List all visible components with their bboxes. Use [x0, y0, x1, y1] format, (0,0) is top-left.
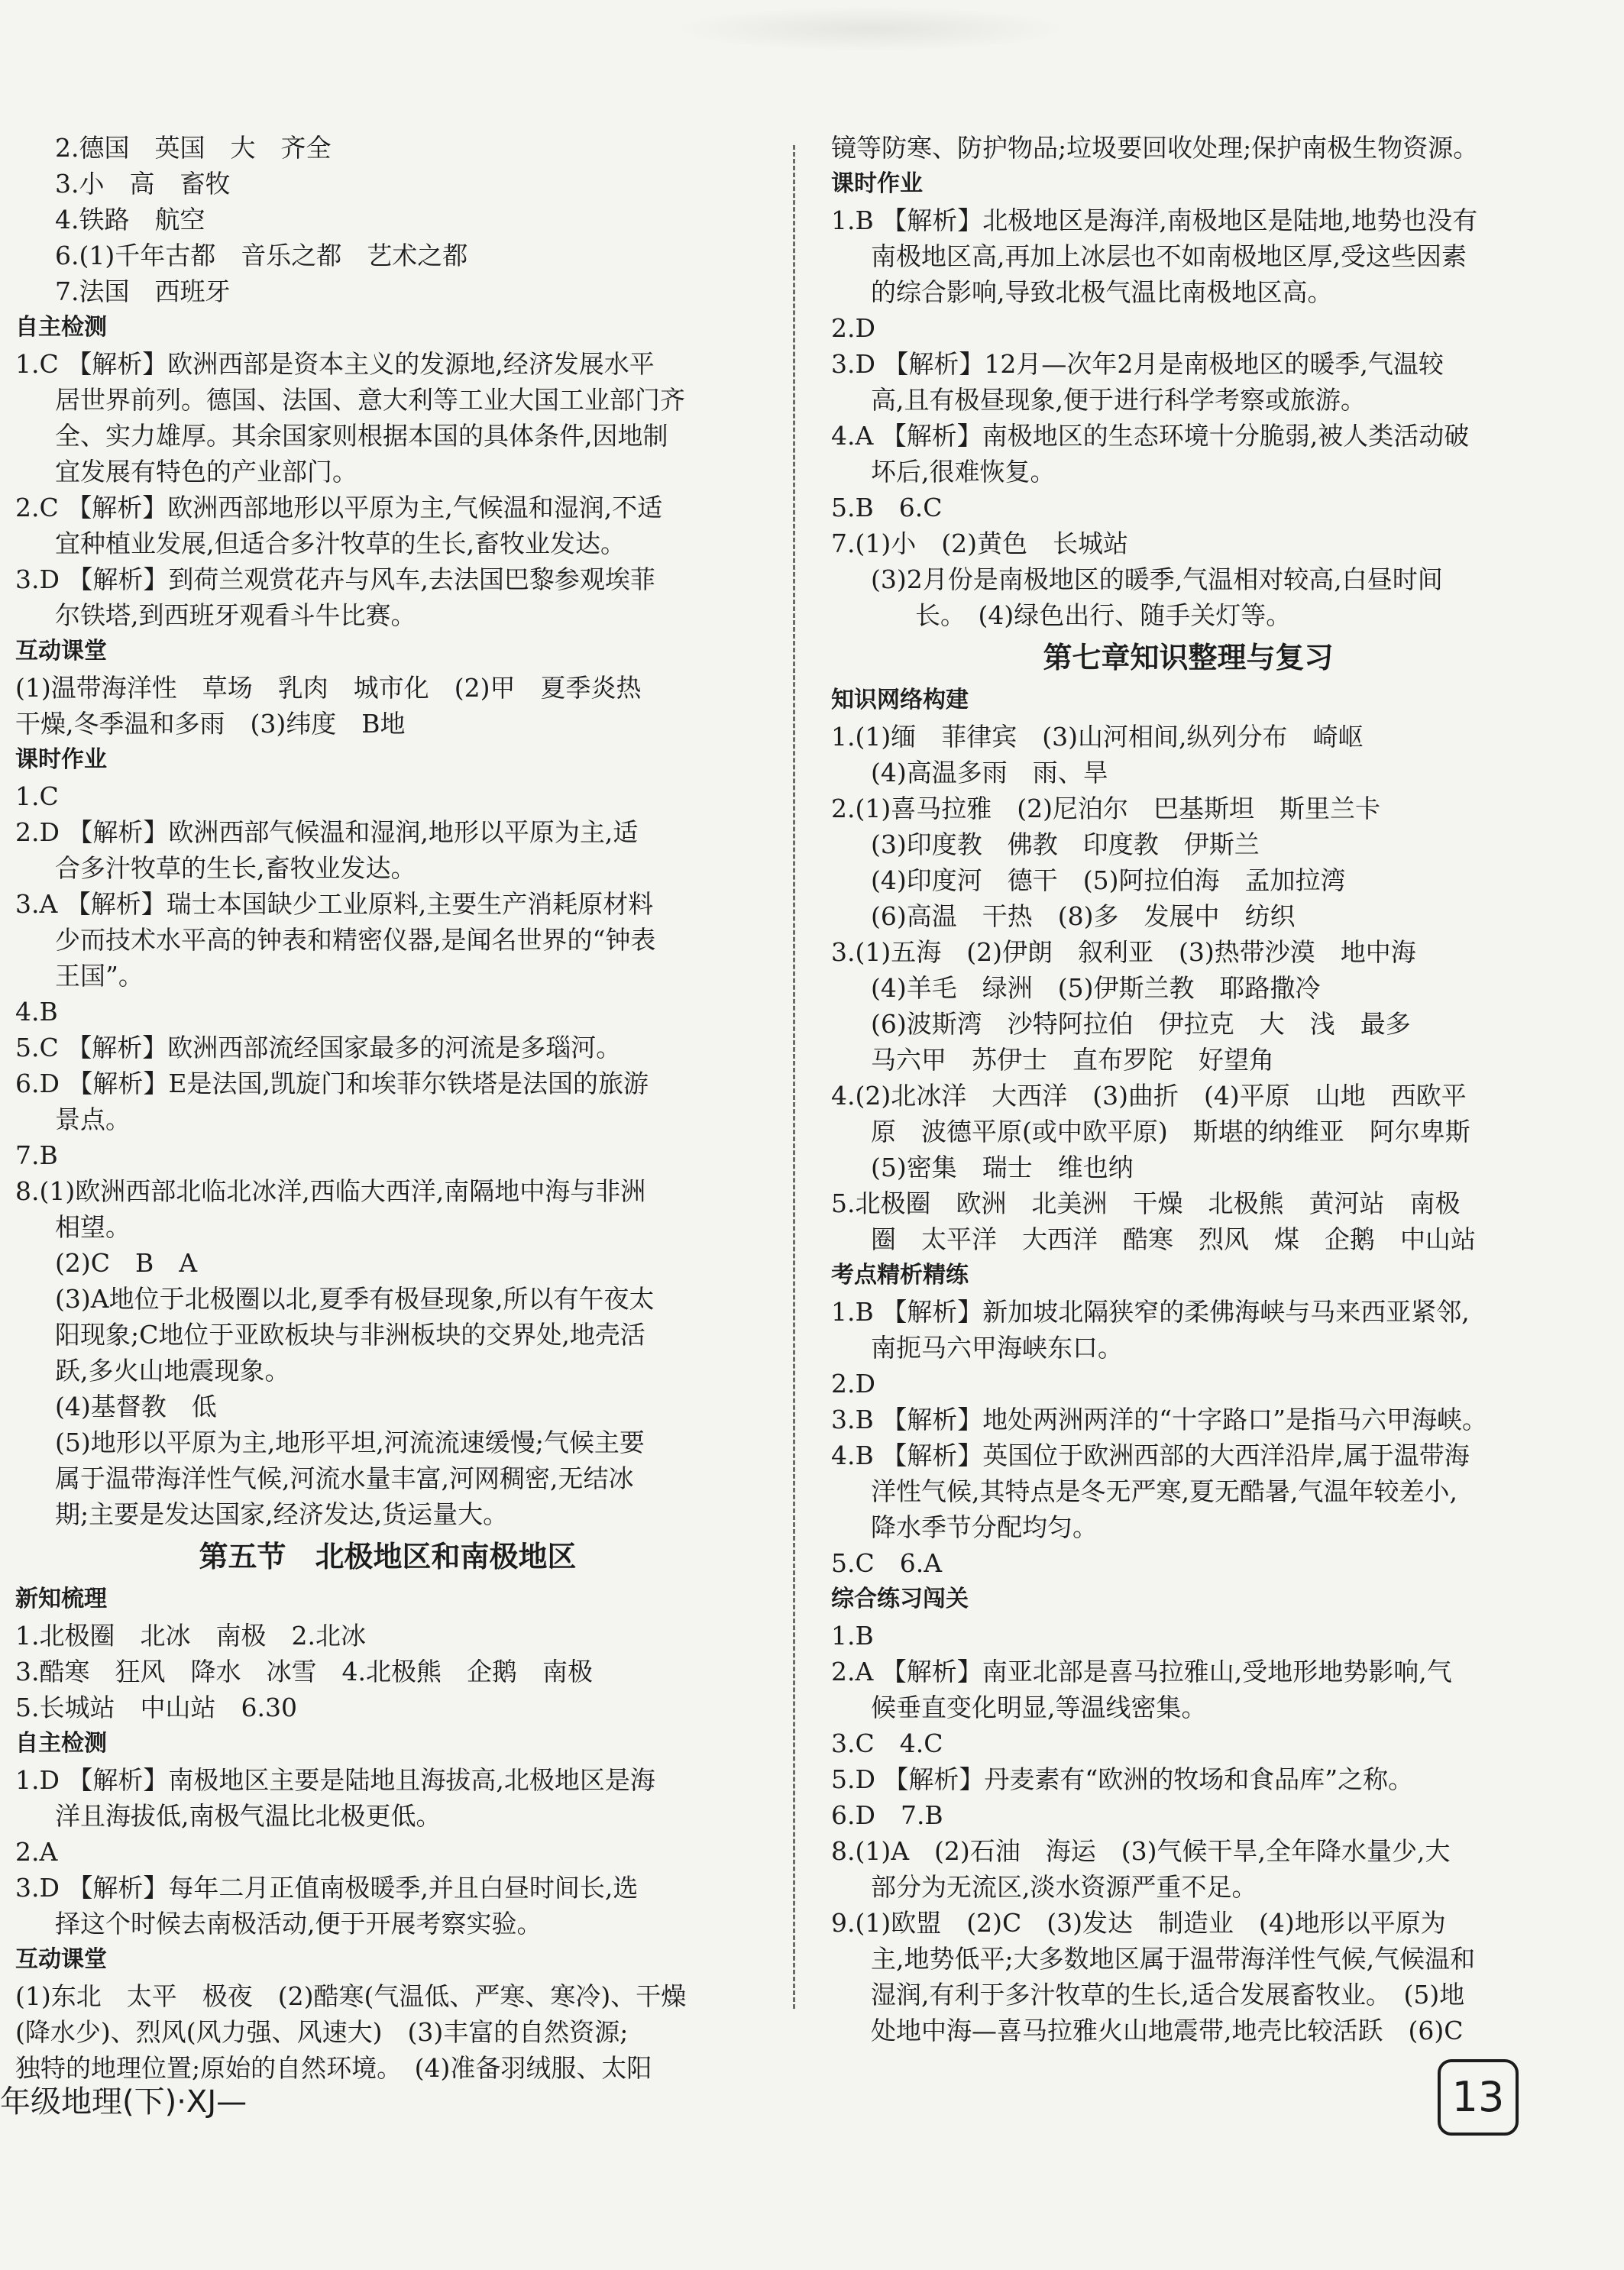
- answer-line: (1)温带海洋性 草场 乳肉 城市化 (2)甲 夏季炎热: [15, 673, 642, 703]
- answer-line: 6.D 【解析】E是法国,凯旋门和埃菲尔铁塔是法国的旅游: [15, 1069, 649, 1098]
- answer-line: 4.(2)北冰洋 大西洋 (3)曲折 (4)平原 山地 西欧平: [831, 1081, 1467, 1111]
- chapter-title: 第五节 北极地区和南极地区: [199, 1540, 577, 1573]
- section-heading: 知识网络构建: [831, 687, 969, 713]
- answer-line: 6.(1)千年古都 音乐之都 艺术之都: [55, 241, 468, 270]
- answer-line: 主,地势低平;大多数地区属于温带海洋性气候,气候温和: [871, 1944, 1476, 1974]
- answer-line: (3)2月份是南极地区的暖季,气温相对较高,白昼时间: [871, 564, 1443, 594]
- answer-line: 候垂直变化明显,等温线密集。: [871, 1693, 1207, 1722]
- answer-line: (5)密集 瑞士 维也纳: [871, 1153, 1134, 1182]
- answer-line: 2.D: [831, 1369, 875, 1399]
- answer-line: 高,且有极昼现象,便于进行科学考察或旅游。: [871, 385, 1366, 415]
- answer-line: 干燥,冬季温和多雨 (3)纬度 B地: [15, 709, 406, 739]
- answer-line: 2.(1)喜马拉雅 (2)尼泊尔 巴基斯坦 斯里兰卡: [831, 794, 1380, 823]
- answer-line: 1.C 【解析】欧洲西部是资本主义的发源地,经济发展水平: [15, 349, 655, 379]
- answer-line: (4)基督教 低: [55, 1392, 217, 1421]
- section-heading: 自主检测: [15, 314, 107, 341]
- answer-line: 6.D 7.B: [831, 1800, 943, 1830]
- answer-line: 独特的地理位置;原始的自然环境。 (4)准备羽绒服、太阳: [15, 2053, 652, 2083]
- answer-line: 7.B: [15, 1140, 58, 1170]
- answer-line: 部分为无流区,淡水资源严重不足。: [871, 1872, 1257, 1902]
- answer-line: 居世界前列。德国、法国、意大利等工业大国工业部门齐: [55, 385, 685, 415]
- answer-line: (4)印度河 德干 (5)阿拉伯海 孟加拉湾: [871, 865, 1346, 895]
- answer-line: 属于温带海洋性气候,河流水量丰富,河网稠密,无结冰: [55, 1463, 634, 1493]
- answer-line: 原 波德平原(或中欧平原) 斯堪的纳维亚 阿尔卑斯: [871, 1117, 1470, 1146]
- answer-line: 长。 (4)绿色出行、随手关灯等。: [915, 600, 1292, 630]
- answer-line: (2)C B A: [55, 1248, 198, 1278]
- answer-line: 2.D: [831, 313, 875, 343]
- answer-line: 1.B 【解析】北极地区是海洋,南极地区是陆地,地势也没有: [831, 205, 1478, 235]
- answer-line: 少而技术水平高的钟表和精密仪器,是闻名世界的“钟表: [55, 925, 656, 955]
- page-number-badge: 13: [1438, 2059, 1519, 2136]
- answer-line: 期;主要是发达国家,经济发达,货运量大。: [55, 1499, 509, 1529]
- answer-line: 2.A: [15, 1837, 58, 1867]
- answer-line: 8.(1)欧洲西部北临北冰洋,西临大西洋,南隔地中海与非洲: [15, 1176, 646, 1206]
- answer-line: (6)波斯湾 沙特阿拉伯 伊拉克 大 浅 最多: [871, 1009, 1411, 1039]
- answer-line: 5.C 6.A: [831, 1548, 943, 1578]
- answer-line: 跃,多火山地震现象。: [55, 1356, 290, 1386]
- answer-line: 2.德国 英国 大 齐全: [55, 133, 332, 163]
- answer-line: (1)东北 太平 极夜 (2)酷寒(气温低、严寒、寒冷)、干燥: [15, 1981, 687, 2011]
- answer-line: 3.小 高 畜牧: [55, 169, 231, 199]
- answer-line: (4)高温多雨 雨、旱: [871, 758, 1108, 787]
- answer-line: 4.B: [15, 997, 58, 1027]
- answer-line: 5.B 6.C: [831, 493, 943, 522]
- answer-line: 1.B 【解析】新加坡北隔狭窄的柔佛海峡与马来西亚紧邻,: [831, 1297, 1470, 1327]
- answer-line: 坏后,很难恢复。: [871, 457, 1056, 487]
- section-heading: 自主检测: [15, 1730, 107, 1757]
- left-column: [15, 130, 760, 2086]
- section-heading: 互动课堂: [15, 638, 107, 665]
- answer-line: 2.A 【解析】南亚北部是喜马拉雅山,受地形地势影响,气: [831, 1657, 1452, 1686]
- chapter-title: 第七章知识整理与复习: [1043, 641, 1334, 674]
- answer-line: 3.D 【解析】12月—次年2月是南极地区的暖季,气温较: [831, 349, 1444, 379]
- answer-line: 7.法国 西班牙: [55, 276, 231, 306]
- answer-line: 洋性气候,其特点是冬无严寒,夏无酷暑,气温年较差小,: [871, 1476, 1457, 1506]
- answer-line: 宜种植业发展,但适合多汁牧草的生长,畜牧业发达。: [55, 529, 626, 558]
- answer-line: 3.D 【解析】到荷兰观赏花卉与风车,去法国巴黎参观埃菲: [15, 564, 655, 594]
- answer-line: 王国”。: [55, 961, 144, 991]
- section-heading: 新知梳理: [15, 1586, 107, 1612]
- answer-line: 景点。: [55, 1104, 131, 1134]
- right-column: [831, 130, 1545, 2048]
- answer-line: 5.长城站 中山站 6.30: [15, 1693, 297, 1722]
- answer-line: 阳现象;C地位于亚欧板块与非洲板块的交界处,地壳活: [55, 1320, 645, 1350]
- answer-line: 1.D 【解析】南极地区主要是陆地且海拔高,北极地区是海: [15, 1765, 655, 1795]
- answer-line: 3.A 【解析】瑞士本国缺少工业原料,主要生产消耗原材料: [15, 889, 654, 919]
- answer-line: 宜发展有特色的产业部门。: [55, 457, 357, 487]
- answer-line: 南极地区高,再加上冰层也不如南极地区厚,受这些因素: [871, 241, 1467, 271]
- answer-line: (5)地形以平原为主,地形平坦,河流流速缓慢;气候主要: [55, 1428, 645, 1457]
- answer-line: (4)羊毛 绿洲 (5)伊斯兰教 耶路撒冷: [871, 973, 1321, 1003]
- answer-line: 5.C 【解析】欧洲西部流经国家最多的河流是多瑙河。: [15, 1033, 622, 1062]
- answer-line: (3)A地位于北极圈以北,夏季有极昼现象,所以有午夜太: [55, 1284, 655, 1314]
- answer-line: (6)高温 干热 (8)多 发展中 纺织: [871, 901, 1296, 931]
- footer-subject-label: 年级地理(下)·XJ—: [0, 2084, 247, 2120]
- answer-line: 3.C 4.C: [831, 1728, 943, 1758]
- answer-line: 合多汁牧草的生长,畜牧业发达。: [55, 853, 416, 883]
- answer-line: 3.(1)五海 (2)伊朗 叙利亚 (3)热带沙漠 地中海: [831, 937, 1416, 967]
- answer-line: 4.A 【解析】南极地区的生态环境十分脆弱,被人类活动破: [831, 421, 1470, 451]
- section-heading: 课时作业: [831, 170, 923, 197]
- answer-line: 1.北极圈 北冰 南极 2.北冰: [15, 1621, 366, 1651]
- answer-line: 8.(1)A (2)石油 海运 (3)气候干旱,全年降水量少,大: [831, 1836, 1451, 1866]
- answer-line: (降水少)、烈风(风力强、风速大) (3)丰富的自然资源;: [15, 2017, 629, 2047]
- section-heading: 互动课堂: [15, 1946, 107, 1973]
- answer-line: 镜等防寒、防护物品;垃圾要回收处理;保护南极生物资源。: [831, 133, 1479, 163]
- scan-smudge: [672, 6, 1069, 52]
- answer-line: 3.B 【解析】地处两洲两洋的“十字路口”是指马六甲海峡。: [831, 1405, 1487, 1434]
- answer-line: 洋且海拔低,南极气温比北极更低。: [55, 1801, 442, 1831]
- answer-line: 2.C 【解析】欧洲西部地形以平原为主,气候温和湿润,不适: [15, 493, 663, 522]
- answer-line: 1.C: [15, 781, 59, 811]
- answer-line: 3.D 【解析】每年二月正值南极暖季,并且白昼时间长,选: [15, 1873, 639, 1903]
- answer-line: 9.(1)欧盟 (2)C (3)发达 制造业 (4)地形以平原为: [831, 1908, 1446, 1938]
- answer-line: 3.酷寒 狂风 降水 冰雪 4.北极熊 企鹅 南极: [15, 1657, 593, 1686]
- answer-line: 尔铁塔,到西班牙观看斗牛比赛。: [55, 600, 416, 630]
- answer-line: 南扼马六甲海峡东口。: [871, 1333, 1123, 1363]
- column-divider: [793, 145, 795, 2009]
- answer-line: 处地中海—喜马拉雅火山地震带,地壳比较活跃 (6)C: [871, 2016, 1464, 2045]
- answer-line: 4.B 【解析】英国位于欧洲西部的大西洋沿岸,属于温带海: [831, 1441, 1470, 1470]
- answer-line: 1.(1)缅 菲律宾 (3)山河相间,纵列分布 崎岖: [831, 722, 1364, 752]
- section-heading: 综合练习闯关: [831, 1586, 969, 1612]
- answer-line: 相望。: [55, 1212, 131, 1242]
- answer-line: 5.北极圈 欧洲 北美洲 干燥 北极熊 黄河站 南极: [831, 1188, 1461, 1218]
- answer-line: 湿润,有利于多汁牧草的生长,适合发展畜牧业。 (5)地: [871, 1980, 1465, 2010]
- answer-line: 马六甲 苏伊士 直布罗陀 好望角: [871, 1045, 1274, 1075]
- answer-line: 7.(1)小 (2)黄色 长城站: [831, 529, 1128, 558]
- answer-line: 2.D 【解析】欧洲西部气候温和湿润,地形以平原为主,适: [15, 817, 639, 847]
- answer-line: 1.B: [831, 1621, 874, 1651]
- answer-line: (3)印度教 佛教 印度教 伊斯兰: [871, 829, 1260, 859]
- answer-line: 4.铁路 航空: [55, 205, 205, 234]
- section-heading: 课时作业: [15, 746, 107, 773]
- answer-line: 的综合影响,导致北极气温比南极地区高。: [871, 277, 1333, 307]
- section-heading: 考点精析精练: [831, 1262, 969, 1289]
- answer-line: 圈 太平洋 大西洋 酷寒 烈风 煤 企鹅 中山站: [871, 1224, 1476, 1254]
- answer-line: 5.D 【解析】丹麦素有“欧洲的牧场和食品库”之称。: [831, 1764, 1414, 1794]
- answer-line: 择这个时候去南极活动,便于开展考察实验。: [55, 1909, 542, 1939]
- answer-line: 降水季节分配均匀。: [871, 1512, 1098, 1542]
- answer-line: 全、实力雄厚。其余国家则根据本国的具体条件,因地制: [55, 421, 668, 451]
